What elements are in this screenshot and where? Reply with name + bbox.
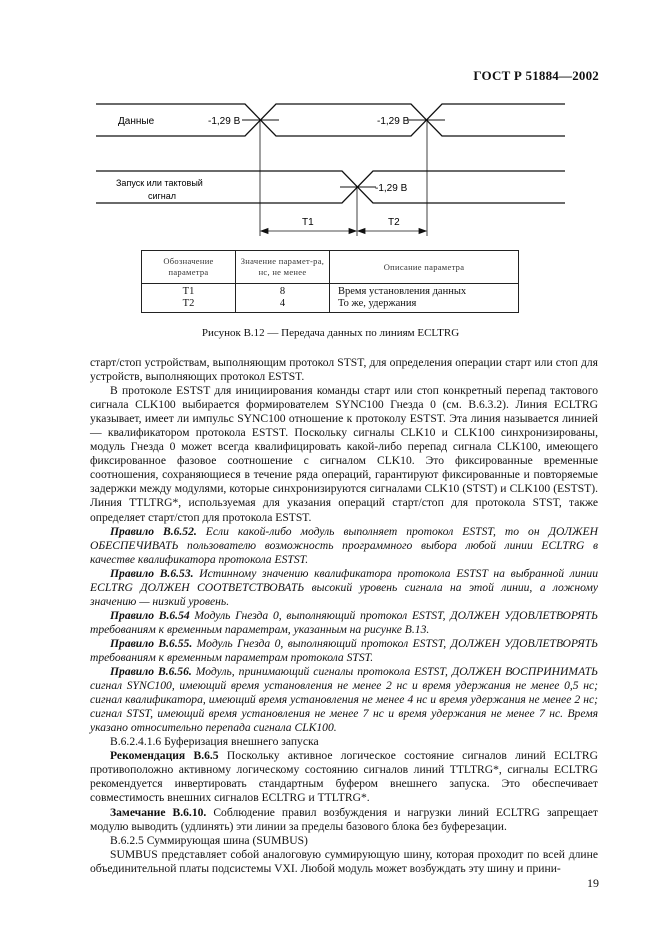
timing-diagram [0, 0, 661, 250]
table-cell-param [142, 284, 236, 313]
rule-b652 [90, 525, 598, 567]
rule-text: Модуль Гнезда 0, выполняющий протокол ESTST, ДОЛЖЕН УДОВЛЕТВОРЯТЬ требованиям к временным параметрам протокола STST. [90, 636, 598, 664]
desc-t1: Время установления данных [338, 286, 467, 297]
rule-b655 [90, 637, 598, 665]
table-row [142, 284, 519, 313]
data-voltage-2: -1,29 В [377, 116, 410, 127]
recommendation-label: Рекомендация В.6.5 [110, 749, 219, 763]
body-text [90, 356, 598, 876]
rule-text: Если какой-либо модуль выполняет протокол ESTST, то он ДОЛЖЕН ОБЕСПЕЧИВАТЬ пользователю возможность программного выбора любой линии ECLTRG в качестве квалификатора протокола ESTST. [90, 524, 598, 566]
note-label: Замечание В.6.10. [110, 805, 207, 819]
section-heading: В.6.2.5 Суммирующая шина (SUMBUS) [110, 833, 308, 847]
rule-label: Правило В.6.54 [110, 608, 190, 622]
trigger-voltage: -1,29 В [375, 183, 408, 194]
table-header-value: Значение парамет-ра, нс, не менее [236, 251, 330, 284]
paragraph: старт/стоп устройствам, выполняющим протокол STST, для определения операции старт или стоп для устройств, выполняющих протокол ESTST. [90, 356, 598, 384]
paragraph: SUMBUS представляет собой аналоговую суммирующую шину, которая проходит по всей длине объединительной платы подсистемы VXI. Любой модуль может возбуждать эту шину и прини- [90, 847, 598, 875]
trigger-label-line1: Запуск или тактовый [116, 178, 203, 188]
parameter-table [141, 250, 519, 313]
rule-text: Модуль, принимающий сигналы протокола ESTST, ДОЛЖЕН ВОСПРИНИМАТЬ сигнал SYNC100, имеющий время установления не менее 2 нс и время удержания не менее 0,5 нс; сигнал квалификатора, имеющий время установления не менее 4 нс и время удержания не менее 2 нс; сигнал STST, имеющий время установления не менее 7 нс и время удержания не менее 7 нс. Время указано относительно перепада сигнала CLK100. [90, 665, 598, 735]
t1-dimension [261, 229, 356, 234]
rule-text: Модуль Гнезда 0, выполняющий протокол ESTST, ДОЛЖЕН УДОВЛЕТВОРЯТЬ требованиям к временным параметрам, указанным на рисунке В.13. [90, 608, 598, 636]
trigger-label-line2: сигнал [148, 191, 177, 201]
recommendation-b65 [90, 749, 598, 805]
table-header-param: Обозначение параметра [142, 251, 236, 284]
param-t1: T1 [182, 286, 195, 297]
table-cell-desc [330, 284, 519, 313]
document-id: ГОСТ Р 51884—2002 [473, 68, 599, 83]
rule-label: Правило В.6.53. [110, 566, 194, 580]
value-t1: 8 [279, 286, 286, 297]
note-b610 [90, 806, 598, 834]
figure-caption: Рисунок В.12 — Передача данных по линиям ECLTRG [201, 327, 460, 339]
data-voltage-1: -1,29 В [208, 116, 241, 127]
rule-b654 [90, 609, 598, 637]
rule-label: Правило В.6.56. [110, 665, 192, 679]
data-label: Данные [118, 116, 155, 127]
table-header-desc: Описание параметра [330, 251, 519, 284]
note-text: Соблюдение правил возбуждения и нагрузки линий ECLTRG запрещает модулю выводить (удлинять) эти линии за пределы базового блока без буферезации. [90, 805, 598, 833]
rule-label: Правило В.6.52. [110, 524, 197, 538]
page-number: 19 [587, 876, 599, 890]
rule-label: Правило В.6.55. [110, 636, 193, 650]
t2-dimension [358, 229, 426, 234]
data-signal [96, 104, 565, 136]
table-header-row [142, 251, 519, 284]
value-t2: 4 [279, 298, 286, 309]
recommendation-text: Поскольку активное логическое состояние сигналов линий ECLTRG противоположно активному логическому состоянию сигналов линий TTLTRG*, сигналы ECLTRG рекомендуется инвертировать стандартным буфером внешнего запуска. Это обеспечивает совместимость внешних сигналов ECLTRG и TTLTRG*. [90, 749, 598, 805]
param-t2: T2 [182, 298, 195, 309]
rule-text: Истинному значению квалификатора протокола ESTST на выбранной линии ECLTRG ДОЛЖЕН СООТВЕТСТВОВАТЬ высокий уровень сигнала на этой линии, а ложному значению — низкий уровень. [90, 566, 598, 608]
paragraph: В протоколе ESTST для инициирования команды старт или стоп конкретный перепад тактового сигнала CLK100 выбирается формирователем SYNC100 Гнезда 0 (см. В.6.3.2). Линия ECLTRG указывает, имеет ли импульс SYNC100 отношение к протоколу ESTST. Эта линия называется линией — квалификатором протокола ESTST. Поскольку сигналы CLK10 и CLK100 синхронизированы, модуль Гнезда 0 может всегда квалифицировать какой-либо перепад сигнала CLK100, имеющего фиксированное фазовое соотношение с сигналом CLK10. Это фиксированные временные соотношения, сохраняющиеся в течение ряда операций, гарантируют фиксированные и повторяемые задержки между модулями, которые синхронизируются сигналами CLK10 (STST) и CLK100 (ESTST). Линия TTLTRG*, используемая для указания операций старт/стоп для протокола STST, также определяет старт/стоп для протокола ESTST. [90, 384, 598, 524]
section-heading: В.6.2.4.1.6 Буферизация внешнего запуска [110, 735, 319, 749]
rule-b656 [90, 665, 598, 735]
timing-markers [260, 120, 427, 236]
table-cell-value [236, 284, 330, 313]
desc-t2: То же, удержания [338, 298, 417, 309]
rule-b653 [90, 567, 598, 609]
t2-label: T2 [388, 217, 400, 228]
t1-label: T1 [302, 217, 314, 228]
